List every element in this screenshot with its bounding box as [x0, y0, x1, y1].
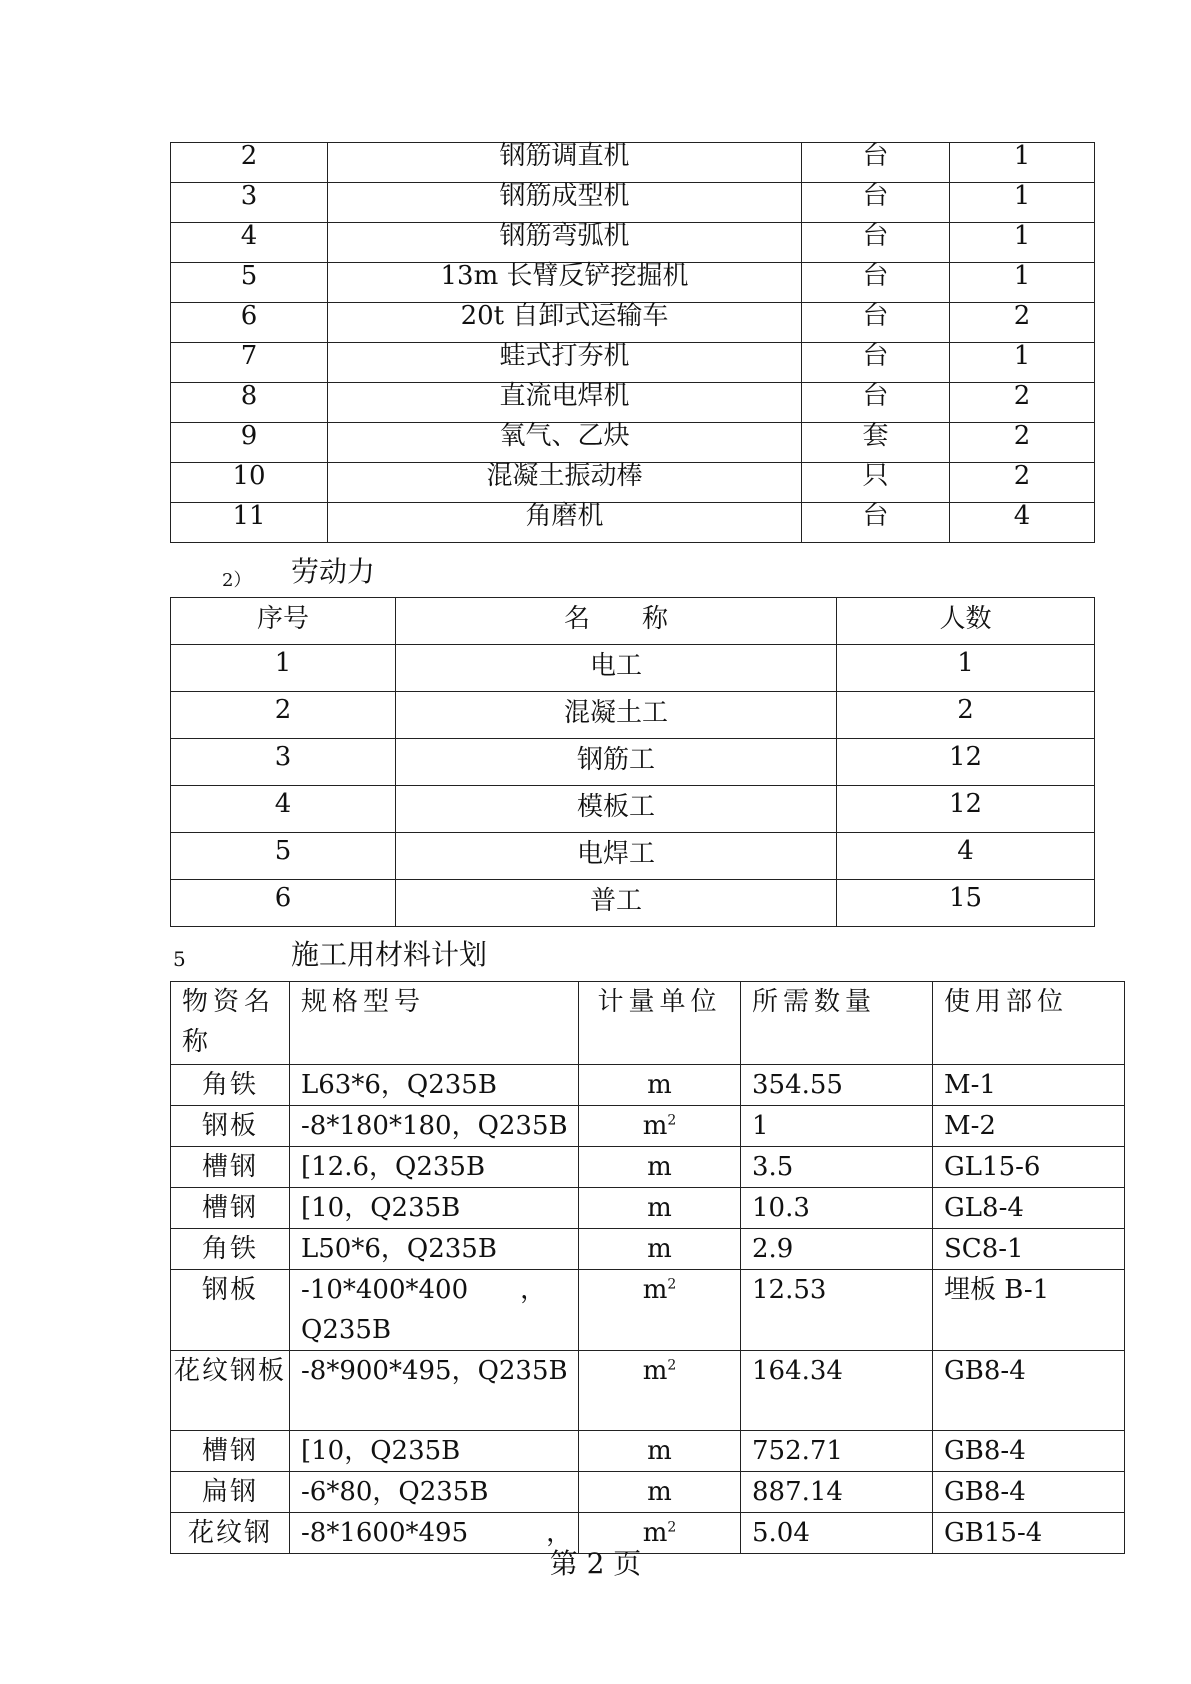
- material-position: GB8-4: [933, 1431, 1125, 1472]
- material-name: 钢板: [171, 1270, 290, 1351]
- material-unit: m: [579, 1147, 741, 1188]
- equipment-unit: [802, 460, 950, 503]
- superscript-two: 2: [667, 1112, 677, 1129]
- material-row: [171, 1472, 1125, 1513]
- equipment-unit: [802, 340, 950, 383]
- labour-count-text: 1: [957, 648, 974, 678]
- material-unit: m: [579, 1188, 741, 1229]
- materials-header-position: 使用部位: [933, 982, 1125, 1065]
- equipment-unit: [802, 500, 950, 543]
- equipment-unit-text: 只: [862, 460, 889, 491]
- equipment-name: [328, 500, 802, 543]
- material-row: [171, 1229, 1125, 1270]
- labour-name-text: 普工: [589, 885, 642, 916]
- equipment-no-text: 3: [240, 180, 258, 211]
- equipment-qty: [950, 180, 1095, 223]
- equipment-qty: [950, 300, 1095, 343]
- equipment-unit: [802, 300, 950, 343]
- materials-header-unit: 计量单位: [579, 982, 741, 1065]
- material-spec: [10，Q235B: [290, 1188, 579, 1229]
- equipment-name: [328, 340, 802, 383]
- material-qty: 887.14: [741, 1472, 933, 1513]
- equipment-qty-text: 1: [1013, 180, 1031, 211]
- equipment-unit-text: 套: [862, 420, 889, 451]
- material-row: [171, 1188, 1125, 1229]
- equipment-unit-text: 台: [862, 260, 889, 291]
- equipment-unit-text: 台: [862, 300, 889, 331]
- material-spec: L63*6，Q235B: [290, 1065, 579, 1106]
- material-unit: $m^2$: [579, 1106, 741, 1147]
- material-name: 槽钢: [171, 1431, 290, 1472]
- superscript-two: 2: [667, 1276, 677, 1293]
- material-qty: 5.04: [741, 1513, 933, 1554]
- material-spec: -8*1600*495 ，: [290, 1513, 579, 1554]
- equipment-no-text: 8: [240, 380, 258, 411]
- equipment-qty-text: 2: [1013, 460, 1031, 491]
- material-spec: [12.6，Q235B: [290, 1147, 579, 1188]
- material-position: SC8-1: [933, 1229, 1125, 1270]
- labour-table-body: [171, 645, 1095, 927]
- equipment-name: [328, 180, 802, 223]
- labour-name-text: 混凝土工: [563, 697, 668, 728]
- equipment-no: [171, 380, 328, 423]
- material-qty: 10.3: [741, 1188, 933, 1229]
- equipment-unit: [802, 220, 950, 263]
- material-unit: m: [579, 1431, 741, 1472]
- materials-table: [170, 981, 1125, 1554]
- labour-header-no: 序号: [171, 598, 396, 645]
- equipment-name: [328, 260, 802, 303]
- equipment-unit-text: 台: [862, 500, 889, 531]
- labour-row: [171, 880, 1095, 927]
- material-unit: m: [579, 1229, 741, 1270]
- material-row: [171, 1270, 1125, 1351]
- labour-count: [837, 739, 1095, 786]
- material-spec: -10*400*400 ，Q235B: [290, 1270, 579, 1351]
- equipment-no-text: 10: [232, 460, 266, 491]
- labour-count: [837, 880, 1095, 927]
- material-spec: L50*6，Q235B: [290, 1229, 579, 1270]
- material-qty: 1: [741, 1106, 933, 1147]
- equipment-qty-text: 4: [1013, 500, 1031, 531]
- equipment-unit-text: 台: [862, 140, 889, 171]
- labour-name: [396, 833, 837, 880]
- equipment-unit: [802, 140, 950, 183]
- labour-count: [837, 645, 1095, 692]
- material-name: 角铁: [171, 1229, 290, 1270]
- equipment-no: [171, 260, 328, 303]
- superscript-two: 2: [667, 1357, 677, 1374]
- material-position: GB8-4: [933, 1472, 1125, 1513]
- equipment-row: [171, 503, 1095, 543]
- material-unit: $m^2$: [579, 1351, 741, 1431]
- equipment-row: [171, 223, 1095, 263]
- material-qty: 354.55: [741, 1065, 933, 1106]
- labour-no: [171, 739, 396, 786]
- material-name: 花纹钢板: [171, 1351, 290, 1431]
- labour-name: [396, 880, 837, 927]
- equipment-name-text: 钢筋调直机: [499, 140, 630, 171]
- equipment-row: [171, 303, 1095, 343]
- equipment-qty: [950, 420, 1095, 463]
- equipment-no-text: 6: [240, 300, 258, 331]
- equipment-qty: [950, 260, 1095, 303]
- equipment-row: [171, 423, 1095, 463]
- labour-count: [837, 786, 1095, 833]
- material-unit: $m^2$: [579, 1513, 741, 1554]
- labour-row: [171, 692, 1095, 739]
- materials-table-body: [171, 1065, 1125, 1554]
- labour-name: [396, 692, 837, 739]
- labour-table: [170, 597, 1095, 927]
- material-unit: m: [579, 1065, 741, 1106]
- equipment-name-text: 13m 长臂反铲挖掘机: [440, 260, 689, 291]
- material-position: GL8-4: [933, 1188, 1125, 1229]
- material-spec: -8*180*180，Q235B: [290, 1106, 579, 1147]
- equipment-name-text: 混凝土振动棒: [486, 460, 643, 491]
- materials-header-qty: 所需数量: [741, 982, 933, 1065]
- material-name: 角铁: [171, 1065, 290, 1106]
- equipment-table-body: [171, 140, 1095, 543]
- equipment-name-text: 角磨机: [525, 500, 604, 531]
- material-name: 槽钢: [171, 1147, 290, 1188]
- materials-header-name: 物资名称: [171, 982, 290, 1065]
- material-qty: 164.34: [741, 1351, 933, 1431]
- equipment-qty-text: 2: [1013, 300, 1031, 331]
- labour-name-text: 电工: [589, 650, 642, 681]
- labour-row: [171, 786, 1095, 833]
- labour-count: [837, 692, 1095, 739]
- material-row: [171, 1351, 1125, 1431]
- labour-no-text: 1: [274, 648, 292, 678]
- material-position: GL15-6: [933, 1147, 1125, 1188]
- equipment-name-text: 钢筋弯弧机: [499, 220, 630, 251]
- material-position: GB8-4: [933, 1351, 1125, 1431]
- labour-no: [171, 833, 396, 880]
- equipment-qty-text: 2: [1013, 380, 1031, 411]
- equipment-unit-text: 台: [862, 380, 889, 411]
- labour-no: [171, 692, 396, 739]
- labour-count-text: 12: [948, 789, 983, 819]
- materials-table-header-row: [171, 982, 1125, 1065]
- equipment-name: [328, 380, 802, 423]
- equipment-row: [171, 143, 1095, 183]
- equipment-name: [328, 220, 802, 263]
- material-name: 钢板: [171, 1106, 290, 1147]
- equipment-qty: [950, 340, 1095, 383]
- labour-row: [171, 739, 1095, 786]
- labour-count-text: 2: [957, 695, 974, 725]
- equipment-row: [171, 343, 1095, 383]
- material-row: [171, 1065, 1125, 1106]
- labour-no-text: 6: [274, 883, 292, 913]
- equipment-no-text: 4: [240, 220, 258, 251]
- material-row: [171, 1106, 1125, 1147]
- equipment-no-text: 7: [240, 340, 258, 371]
- material-spec: -6*80，Q235B: [290, 1472, 579, 1513]
- material-name: 槽钢: [171, 1188, 290, 1229]
- labour-section-title: 劳动力: [291, 555, 376, 588]
- equipment-no-text: 9: [240, 420, 258, 451]
- material-unit: m: [579, 1472, 741, 1513]
- equipment-no: [171, 180, 328, 223]
- equipment-qty-text: 1: [1013, 260, 1031, 291]
- equipment-unit-text: 台: [862, 180, 889, 211]
- labour-section-number: 2）: [222, 570, 252, 591]
- material-name: 扁钢: [171, 1472, 290, 1513]
- equipment-name-text: 钢筋成型机: [499, 180, 630, 211]
- equipment-qty-text: 1: [1013, 140, 1031, 171]
- labour-name-text: 电焊工: [576, 838, 655, 869]
- equipment-name: [328, 420, 802, 463]
- material-qty: 12.53: [741, 1270, 933, 1351]
- equipment-qty-text: 2: [1013, 420, 1031, 451]
- labour-count-text: 4: [957, 836, 974, 866]
- equipment-qty: [950, 380, 1095, 423]
- materials-section-number: 5: [173, 947, 186, 971]
- equipment-no: [171, 140, 328, 183]
- material-qty: 752.71: [741, 1431, 933, 1472]
- materials-section-title: 施工用材料计划: [291, 938, 488, 971]
- labour-no: [171, 786, 396, 833]
- labour-count-text: 12: [948, 742, 983, 772]
- labour-count-text: 15: [948, 883, 983, 913]
- material-row: [171, 1147, 1125, 1188]
- material-unit: $m^2$: [579, 1270, 741, 1351]
- equipment-unit: [802, 180, 950, 223]
- labour-name-text: 钢筋工: [576, 744, 655, 775]
- equipment-qty-text: 1: [1013, 340, 1031, 371]
- equipment-no: [171, 300, 328, 343]
- equipment-no: [171, 500, 328, 543]
- material-spec: -8*900*495，Q235B: [290, 1351, 579, 1431]
- labour-no-text: 2: [274, 695, 292, 725]
- labour-no-text: 3: [274, 742, 292, 772]
- equipment-no-text: 5: [240, 260, 258, 291]
- labour-row: [171, 645, 1095, 692]
- materials-header-spec: 规格型号: [290, 982, 579, 1065]
- equipment-row: [171, 463, 1095, 503]
- equipment-table: [170, 142, 1095, 543]
- equipment-name-text: 20t 自卸式运输车: [460, 300, 669, 331]
- material-row: [171, 1431, 1125, 1472]
- labour-no: [171, 880, 396, 927]
- equipment-no: [171, 420, 328, 463]
- equipment-unit: [802, 420, 950, 463]
- material-position: M-2: [933, 1106, 1125, 1147]
- labour-name: [396, 786, 837, 833]
- equipment-no: [171, 340, 328, 383]
- equipment-no: [171, 220, 328, 263]
- material-position: GB15-4: [933, 1513, 1125, 1554]
- labour-header-count: 人数: [837, 598, 1095, 645]
- equipment-no-text: 2: [240, 140, 258, 171]
- labour-header-name: 名 称: [396, 598, 837, 645]
- material-qty: 2.9: [741, 1229, 933, 1270]
- equipment-name: [328, 460, 802, 503]
- equipment-unit: [802, 260, 950, 303]
- equipment-name-text: 直流电焊机: [499, 380, 630, 411]
- equipment-name: [328, 140, 802, 183]
- labour-name: [396, 645, 837, 692]
- material-name: 花纹钢: [171, 1513, 290, 1554]
- labour-name: [396, 739, 837, 786]
- material-position: M-1: [933, 1065, 1125, 1106]
- superscript-two: 2: [667, 1519, 677, 1536]
- equipment-qty: [950, 220, 1095, 263]
- equipment-no-text: 11: [232, 500, 266, 531]
- equipment-name: [328, 300, 802, 343]
- equipment-qty: [950, 500, 1095, 543]
- equipment-name-text: 蛙式打夯机: [499, 340, 630, 371]
- labour-no-text: 5: [274, 836, 292, 866]
- equipment-no: [171, 460, 328, 503]
- equipment-row: [171, 183, 1095, 223]
- equipment-row: [171, 383, 1095, 423]
- equipment-qty: [950, 460, 1095, 503]
- labour-table-header-row: [171, 598, 1095, 645]
- equipment-qty-text: 1: [1013, 220, 1031, 251]
- equipment-qty: [950, 140, 1095, 183]
- labour-no: [171, 645, 396, 692]
- material-qty: 3.5: [741, 1147, 933, 1188]
- labour-no-text: 4: [274, 789, 292, 819]
- labour-count: [837, 833, 1095, 880]
- equipment-unit-text: 台: [862, 340, 889, 371]
- equipment-unit-text: 台: [862, 220, 889, 251]
- material-spec: [10，Q235B: [290, 1431, 579, 1472]
- equipment-unit: [802, 380, 950, 423]
- equipment-row: [171, 263, 1095, 303]
- material-position: 埋板 B-1: [933, 1270, 1125, 1351]
- equipment-name-text: 氧气、乙炔: [499, 420, 630, 451]
- labour-name-text: 模板工: [576, 791, 655, 822]
- labour-row: [171, 833, 1095, 880]
- page-number: 第 2 页: [549, 1547, 642, 1580]
